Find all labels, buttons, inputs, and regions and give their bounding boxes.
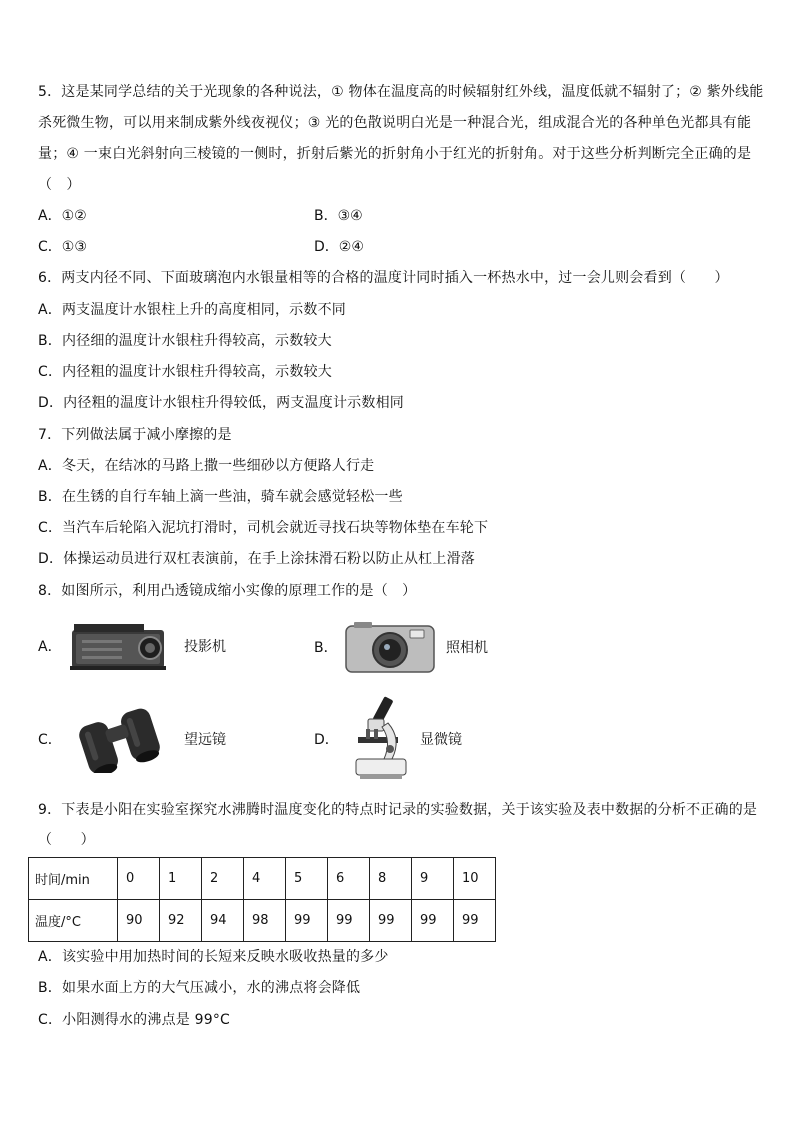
q5-stem-line2: 杀死微生物，可以用来制成紫外线夜视仪；③ 光的色散说明白光是一种混合光，组成混合光的各种单色光都具有能 [38, 115, 752, 131]
q6-option-a: A．两支温度计水银柱上升的高度相同，示数不同 [38, 302, 346, 318]
q8-option-a [38, 618, 226, 674]
table-cell: 8 [370, 858, 412, 900]
table-cell: 90 [118, 900, 160, 942]
q6-option-d: D．内径粗的温度计水银柱升得较低，两支温度计示数相同 [38, 395, 404, 411]
q7-option-c: C．当汽车后轮陷入泥坑打滑时，司机会就近寻找石块等物体垫在车轮下 [38, 520, 489, 536]
q8-option-b-letter: B． [314, 640, 338, 656]
projector-icon [68, 618, 178, 674]
q9-option-a: A．该实验中用加热时间的长短来反映水吸收热量的多少 [38, 949, 389, 965]
q8-option-a-letter: A． [38, 639, 62, 655]
q5-option-b: B．③④ [314, 208, 363, 224]
q6-option-b: B．内径细的温度计水银柱升得较高，示数较大 [38, 333, 332, 349]
binoculars-icon [68, 705, 178, 773]
q7-stem: 7．下列做法属于减小摩擦的是 [38, 427, 232, 443]
table-row-temperature [29, 900, 496, 942]
q7-option-d: D．体操运动员进行双杠表演前，在手上涂抹滑石粉以防止从杠上滑落 [38, 551, 475, 567]
table-cell: 99 [370, 900, 412, 942]
table-cell: 99 [328, 900, 370, 942]
microscope-icon [344, 693, 414, 785]
table-cell: 5 [286, 858, 328, 900]
q5-answer-paren: （ ） [38, 177, 81, 193]
q6-stem: 6．两支内径不同、下面玻璃泡内水银量相等的合格的温度计同时插入一杯热水中，过一会儿则会看到（ ） [38, 270, 729, 286]
q9-option-c: C．小阳测得水的沸点是 99°C [38, 1012, 231, 1028]
boiling-data-table [28, 857, 496, 942]
table-cell: 1 [160, 858, 202, 900]
table-cell: 94 [202, 900, 244, 942]
table-header-temperature: 温度/°C [29, 900, 118, 942]
q8-option-b [314, 620, 488, 674]
q9-option-b: B．如果水面上方的大气压减小，水的沸点将会降低 [38, 980, 361, 996]
q8-option-d [314, 693, 462, 785]
table-cell: 10 [454, 858, 496, 900]
q5-stem-line3: 量；④ 一束白光斜射向三棱镜的一侧时，折射后紫光的折射角小于红光的折射角。对于这些分析判断完全正确的是 [38, 146, 752, 162]
q6-option-c: C．内径粗的温度计水银柱升得较高，示数较大 [38, 364, 332, 380]
q5-stem-line1: 5．这是某同学总结的关于光现象的各种说法，① 物体在温度高的时候辐射红外线，温度低就不辐射了；② 紫外线能 [38, 84, 764, 100]
q5-option-d: D．②④ [314, 239, 364, 255]
table-cell: 99 [286, 900, 328, 942]
table-cell: 6 [328, 858, 370, 900]
table-header-time: 时间/min [29, 858, 118, 900]
q8-stem: 8．如图所示，利用凸透镜成缩小实像的原理工作的是（ ） [38, 583, 417, 599]
q8-option-c-letter: C． [38, 732, 62, 748]
table-cell: 92 [160, 900, 202, 942]
q8-option-c [38, 705, 226, 773]
table-cell: 2 [202, 858, 244, 900]
table-row-time [29, 858, 496, 900]
q9-stem: 9．下表是小阳在实验室探究水沸腾时温度变化的特点时记录的实验数据，关于该实验及表中数据的分析不正确的是 [38, 802, 758, 818]
q5-option-a: A．①② [38, 208, 87, 224]
q7-option-b: B．在生锈的自行车轴上滴一些油，骑车就会感觉轻松一些 [38, 489, 403, 505]
table-cell: 99 [454, 900, 496, 942]
q8-option-b-caption: 照相机 [446, 640, 488, 656]
table-cell: 9 [412, 858, 454, 900]
table-cell: 0 [118, 858, 160, 900]
q8-option-d-letter: D． [314, 732, 339, 748]
table-cell: 98 [244, 900, 286, 942]
q8-option-c-caption: 望远镜 [184, 732, 226, 748]
q9-answer-paren: （ ） [38, 832, 95, 848]
q8-option-d-caption: 显微镜 [420, 732, 462, 748]
table-cell: 4 [244, 858, 286, 900]
q5-option-c: C．①③ [38, 239, 87, 255]
camera-icon [344, 620, 440, 674]
q8-option-a-caption: 投影机 [184, 639, 226, 655]
q7-option-a: A．冬天，在结冰的马路上撒一些细砂以方便路人行走 [38, 458, 375, 474]
table-cell: 99 [412, 900, 454, 942]
